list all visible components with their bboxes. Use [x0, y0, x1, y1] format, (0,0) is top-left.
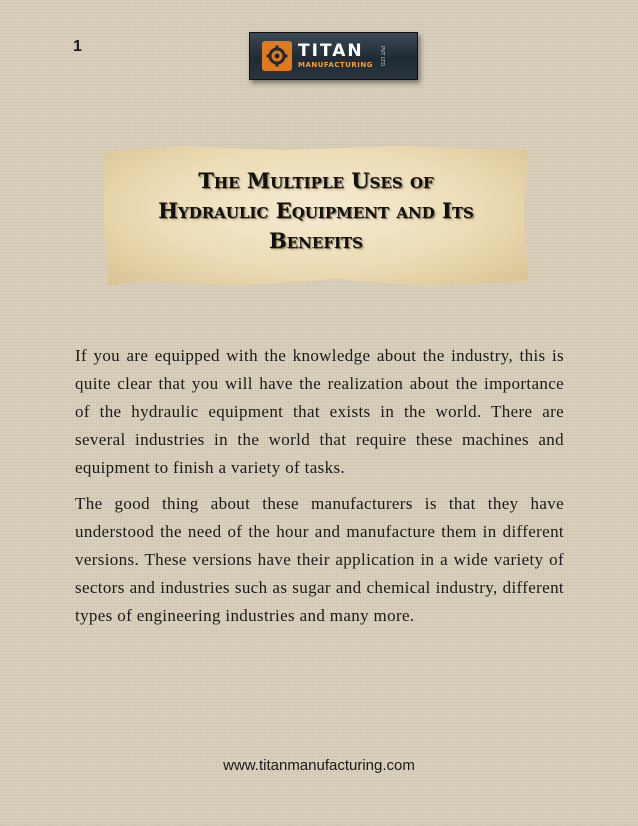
title-line: Benefits [269, 228, 363, 253]
logo-text [298, 43, 373, 69]
article-body [75, 342, 564, 638]
title-line: Hydraulic Equipment and Its [158, 198, 474, 223]
title-line: The Multiple Uses of [198, 168, 434, 193]
paragraph: If you are equipped with the knowledge about the industry, this is quite clear that you will have the realization about the importance of the hydraulic equipment that exists in the world. There are several industries in the world that require these machines and equipment to finish a variety of tasks. [75, 346, 564, 477]
company-logo[interactable] [249, 32, 418, 80]
logo-subtitle: MANUFACTURING [298, 61, 374, 69]
page-number: 1 [73, 38, 82, 55]
logo-suffix: PVT LTD [379, 45, 386, 67]
gear-icon [262, 41, 292, 71]
logo-brand: TITAN [298, 41, 364, 61]
footer-website-link[interactable]: www.titanmanufacturing.com [223, 757, 415, 774]
paragraph: The good thing about these manufacturers is that they have understood the need of the hour and manufacture them in different versions. These versions have their application in a wide variety of sectors and industries such as sugar and chemical industry, different types of engineering industries and many more. [75, 494, 564, 625]
page-title [104, 166, 528, 256]
